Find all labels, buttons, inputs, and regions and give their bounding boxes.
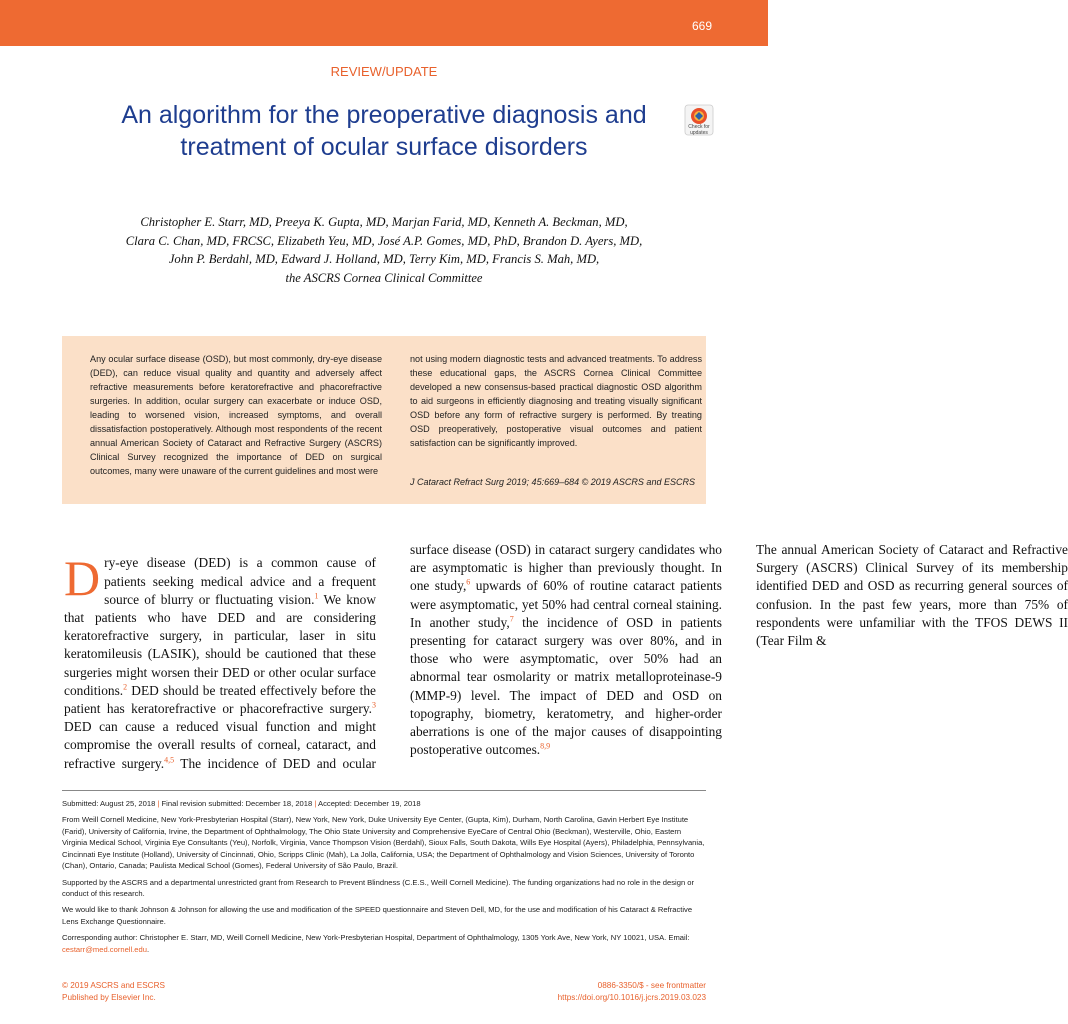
issn-doi [558,980,706,1004]
issn-line: 0886-3350/$ - see frontmatter [597,981,706,990]
author-line: the ASCRS Cornea Clinical Committee [285,270,483,285]
separator: | [314,799,317,808]
copyright-line: © 2019 ASCRS and ESCRS [62,981,165,990]
abstract-left-column [90,352,382,478]
body-text: ry-eye disease (DED) is a common cause of patients seeking medical advice and a frequent source of blurry or fluctuating vision. [104,555,376,607]
email-link[interactable]: cestarr@med.cornell.edu [62,944,147,954]
article-title: An algorithm for the preoperative diagnosis and treatment of ocular surface disorders [121,101,647,161]
abstract-text: not using modern diagnostic tests and advanced treatments. To address these educational gaps, the ASCRS Cornea Clinical Committee developed a new consensus-based practical diagnostic OSD algorithm to aid surgeons in efficiently diagnosing and treating visually significant OSD before any form of refractive surgery is performed. By treating OSD preoperatively, postoperative visual outcomes and patient satisfaction can be significantly improved. [410,354,702,448]
corresponding-text: Corresponding author: Christopher E. Starr, MD, Weill Cornell Medicine, New York-Presbyterian Hospital, Department of Ophthalmology, 1305 York Ave, New York, NY 10021, USA. Email: [62,932,690,942]
reference-link[interactable]: 7 [509,614,514,624]
reference-link[interactable]: 4,5 [164,755,175,765]
body-text-columns [64,541,1068,777]
publisher-line: Published by Elsevier Inc. [62,993,156,1002]
submission-dates [62,798,706,810]
intro-paragraph [64,541,722,777]
body-text: DED should be treated effectively before the patient has keratorefractive or phacorefractive surgery. [64,682,376,717]
author-line: Christopher E. Starr, MD, Preeya K. Gupta, MD, Marjan Farid, MD, Kenneth A. Beckman, MD, [140,215,628,229]
drop-cap: D [64,550,101,607]
corresponding-end: . [146,944,150,954]
body-text: DED can cause a reduced visual function and might compromise the overall results of corneal, cataract, and refractive surgery. [64,719,376,771]
separator: | [157,799,160,808]
page-number: 669 [691,19,712,33]
header-bar [0,0,768,46]
submitted-date: Submitted: August 25, 2018 [62,799,156,808]
acknowledgements: We would like to thank Johnson & Johnson for allowing the use and modification of the SPEED questionnaire and Steven Dell, MD, for the use and modification of his Cataract & Refractive Lens Exchange Questionnaire. [62,905,693,926]
reference-link[interactable]: 3 [372,700,376,710]
corresponding-author [62,932,706,955]
body-paragraph: The annual American Society of Cataract and Refractive Surgery (ASCRS) Clinical Survey of its membership identified DED and OSD as recurring general sources of confusion. In the past few years, more than 75% of respondents were unfamiliar with the TFOS DEWS II (Tear Film & [756,542,1068,649]
author-list [80,213,688,287]
reference-link[interactable]: 8,9 [540,741,551,751]
revision-date: Final revision submitted: December 18, 2018 [161,799,313,808]
doi-link[interactable]: https://doi.org/10.1016/j.jcrs.2019.03.023 [557,993,706,1002]
check-for-updates-label: Check for updates [688,124,710,136]
footnotes [62,798,706,960]
body-text: the incidence of OSD in patients presenting for cataract surgery was over 80%, and in those who were asymptomatic, over 50% had an abnormal tear osmolarity or matrix metalloproteinase-9 (MMP-9) level. The impact of DED and OSD on topography, biometry, keratometry, and higher-order aberrations is one of the major causes of disappointing postoperative outcomes. [410,614,722,758]
body-text: We know that patients who have DED and are considering keratorefractive surgery, in particular, laser in situ keratomileusis (LASIK), should be cautioned that these surgeries might worsen their DED or other ocular surface conditions. [64,591,376,698]
reference-link[interactable]: 2 [123,682,128,692]
funding-note: Supported by the ASCRS and a departmental unrestricted grant from Research to Prevent Blindness (C.E.S., Weill Cornell Medicine). The funding organizations had no role in the design or conduct of this research. [62,877,695,899]
reference-link[interactable]: 1 [314,591,319,601]
author-line: Clara C. Chan, MD, FRCSC, Elizabeth Yeu, MD, José A.P. Gomes, MD, PhD, Brandon D. Ayers, MD, [125,233,643,248]
abstract-right-column [410,352,702,450]
abstract-box [62,336,706,504]
section-label: REVIEW/UPDATE [330,64,438,79]
footnote-divider [62,790,706,791]
journal-citation: J Cataract Refract Surg 2019; 45:669–684 © 2019 ASCRS and ESCRS [410,477,695,487]
abstract-text: Any ocular surface disease (OSD), but most commonly, dry-eye disease (DED), can reduce visual quality and quantity and adversely affect refractive measurements before keratorefractive and phacorefractive surgeries. In addition, ocular surgery can exacerbate or induce OSD, leading to worsened vision, increased symptoms, and overall dissatisfaction postoperatively. Although most respondents of the recent annual American Society of Cataract and Refractive Surgery (ASCRS) Clinical Survey recognized the importance of DED on surgical outcomes, many were unaware of the current guidelines and most were [90,354,382,476]
body-text: The incidence of DED and ocular surface disease (OSD) in cataract surgery candidates who are asymptomatic is higher than previously thought. In one study, [174,542,722,771]
copyright [62,980,165,1004]
body-text: upwards of 60% of routine cataract patients were asymptomatic, yet 50% had central corneal staining. In another study, [410,578,722,630]
accepted-date: Accepted: December 19, 2018 [318,799,421,808]
affiliations: From Weill Cornell Medicine, New York-Presbyterian Hospital (Starr), New York, New York, Duke University Eye Center, (Gupta, Kim), Durham, North Carolina, Gavin Herbert Eye Institute (Farid), University of California, Irvine, the Department of Ophthalmology, The Ohio State University and Comprehensive EyeCare of Central Ohio (Beckman), Westerville, Ohio, Eastern Virginia Medical School, Virginia Eye Consultants (Yeu), Norfolk, Virginia, Vance Thompson Vision (Berdahl), Sioux Falls, South Dakota, Wills Eye Hospital (Ayers), Philadelphia, Pennsylvania, Cincinnati Eye Institute (Holland), University of Cincinnati, Ohio, Scripps Clinic (Mah), La Jolla, California, USA; the Department of Ophthalmology and Vision Sciences, University of Toronto (Chan), Ontario, Canada; Paulista Medical School (Gomes), Federal University of São Paulo, Brazil. [62,815,705,871]
reference-link[interactable]: 6 [466,577,471,587]
author-line: John P. Berdahl, MD, Edward J. Holland, MD, Terry Kim, MD, Francis S. Mah, MD, [168,252,600,266]
